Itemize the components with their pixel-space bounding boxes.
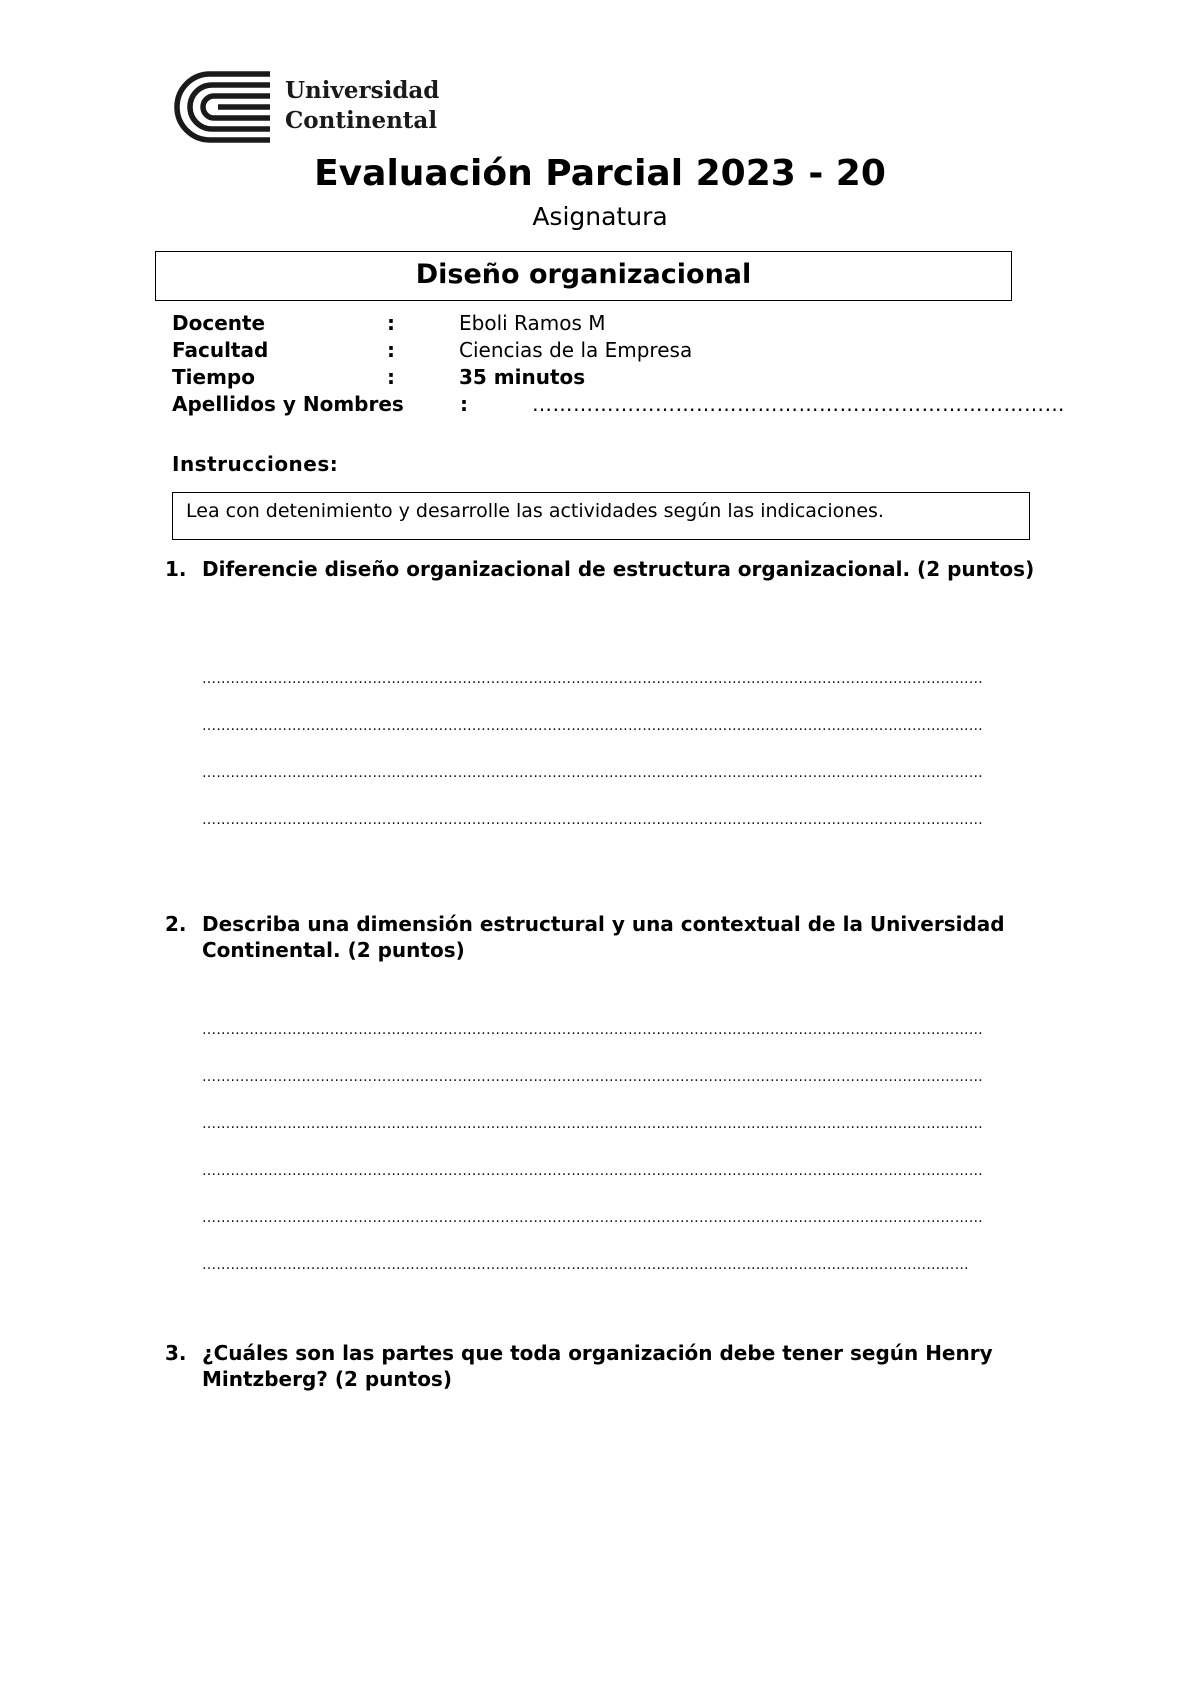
docente-value: Eboli Ramos M (459, 311, 606, 335)
exam-title: Evaluación Parcial 2023 - 20 (314, 153, 886, 194)
question-number: 1. (165, 557, 187, 581)
question-text: Diferencie diseño organizacional de estructura organizacional. (2 puntos) (202, 557, 1035, 581)
tiempo-label: Tiempo (172, 365, 255, 389)
university-name-line2: Continental (285, 107, 438, 134)
answer-line[interactable]: ………………………………………………………………………………………………………………………………………………… (202, 1163, 983, 1179)
nombres-blank[interactable]: …………………………………………………………………… (532, 392, 1065, 416)
facultad-label: Facultad (172, 338, 269, 362)
tiempo-colon: : (387, 365, 395, 389)
university-name-line1: Universidad (285, 77, 440, 104)
exam-subtitle: Asignatura (532, 202, 668, 231)
answer-line[interactable]: ………………………………………………………………………………………………………………………………………………… (202, 718, 983, 734)
question-number: 2. (165, 912, 187, 936)
question-1 (165, 556, 1035, 582)
answer-line[interactable]: ……………………………………………………………………………………………………………………………………………… (202, 1257, 969, 1273)
question-3 (165, 1340, 1035, 1392)
answer-line[interactable]: ………………………………………………………………………………………………………………………………………………… (202, 1069, 983, 1085)
tiempo-value: 35 minutos (459, 365, 586, 389)
university-logo (170, 70, 450, 145)
facultad-value: Ciencias de la Empresa (459, 338, 693, 362)
question-2 (165, 911, 1035, 963)
answer-line[interactable]: ………………………………………………………………………………………………………………………………………………… (202, 671, 983, 687)
university-c-logo-icon (170, 70, 270, 144)
answer-line[interactable]: ………………………………………………………………………………………………………………………………………………… (202, 765, 983, 781)
instructions-box: Lea con detenimiento y desarrolle las actividades según las indicaciones. (172, 492, 1030, 540)
university-name (285, 76, 439, 136)
question-text: Describa una dimensión estructural y una contextual de la Universidad Continental. (2 puntos) (202, 912, 1005, 962)
question-number: 3. (165, 1341, 187, 1365)
answer-line[interactable]: ………………………………………………………………………………………………………………………………………………… (202, 1210, 983, 1226)
docente-colon: : (387, 311, 395, 335)
docente-label: Docente (172, 311, 266, 335)
course-name-box: Diseño organizacional (155, 251, 1012, 301)
facultad-colon: : (387, 338, 395, 362)
nombres-colon: : (460, 392, 468, 416)
answer-line[interactable]: ………………………………………………………………………………………………………………………………………………… (202, 812, 983, 828)
nombres-label: Apellidos y Nombres (172, 392, 404, 416)
answer-line[interactable]: ………………………………………………………………………………………………………………………………………………… (202, 1116, 983, 1132)
instructions-label: Instrucciones: (172, 452, 339, 476)
answer-line[interactable]: ………………………………………………………………………………………………………………………………………………… (202, 1022, 983, 1038)
question-text: ¿Cuáles son las partes que toda organización debe tener según Henry Mintzberg? (2 puntos) (202, 1341, 993, 1391)
